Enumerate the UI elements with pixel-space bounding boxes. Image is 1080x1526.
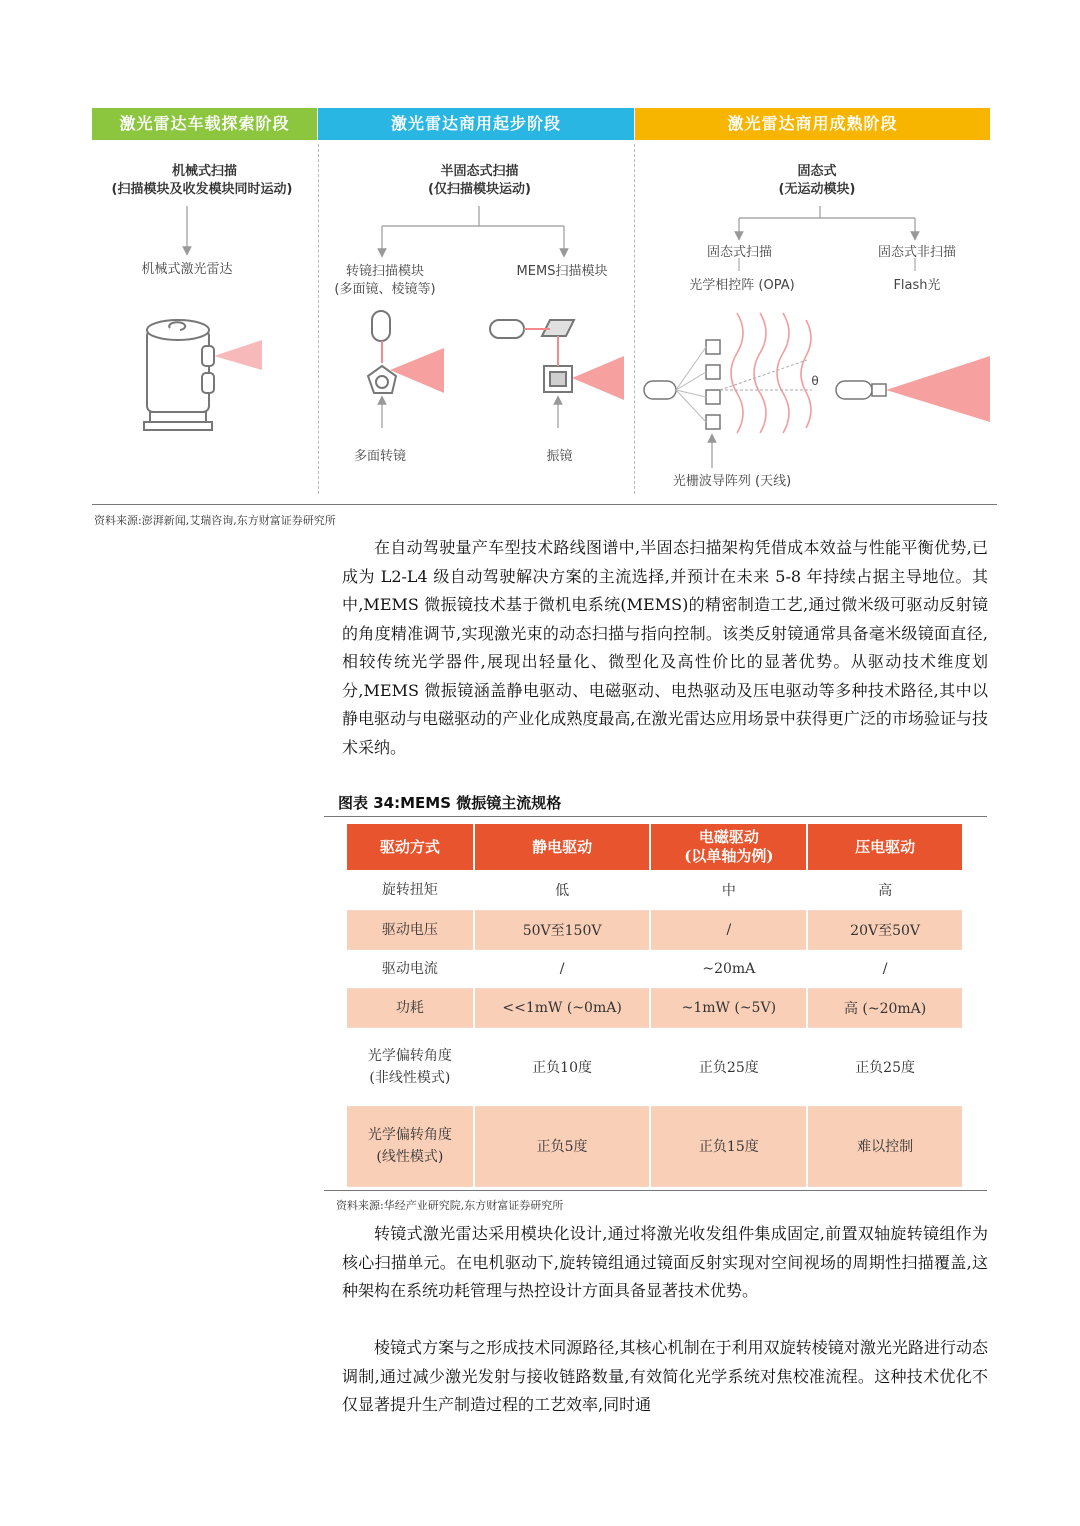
table-row-head: 旋转扭矩 [347,870,474,910]
table-row [347,1027,963,1106]
table-cell: ~20mA [650,949,807,988]
table-header-cell: 驱动方式 [347,824,474,870]
table-cell: 中 [650,870,807,910]
phase1-title: 机械式扫描 [171,164,237,179]
table-cell: ~1mW (~5V) [650,988,807,1027]
laser-beam-icon [572,356,624,400]
table-cell: <<1mW (~0mA) [474,988,651,1027]
table-cell: / [650,910,807,949]
table-source: 资料来源:华经产业研究院,东方财富证券研究所 [336,1199,564,1212]
table-cell: 难以控制 [807,1106,963,1186]
table-cell: 正负25度 [650,1027,807,1106]
wavefront-icon [731,313,811,433]
phase3-title: 固态式 [797,164,837,179]
phase-header-early-commercial: 激光雷达商用起步阶段 [318,108,634,140]
table-row-head: 驱动电压 [347,910,474,949]
body-paragraph-3: 棱镜式方案与之形成技术同源路径,其核心机制在于利用双旋转棱镜对激光光路进行动态调制,通过减少激光发射与接收链路数量,有效简化光学系统对焦校准流程。这种技术优化不仅显著提升生产制造过程的工艺效率,同时通 [342,1338,988,1414]
phase3-angle-label: θ [811,374,819,388]
table-header-cell: 电磁驱动 (以单轴为例) [650,824,807,870]
table-cell: 正负15度 [650,1106,807,1186]
phase3-right-child: 固态式非扫描 [877,245,956,260]
table-header-cell: 静电驱动 [474,824,651,870]
phase2-title: 半固态式扫描 [440,164,519,179]
laser-beam-icon [390,348,444,393]
laser-beam-icon [214,340,262,370]
flash-lidar-icon [836,381,886,399]
table-header-row [347,824,963,870]
figure-bottom-rule [92,504,997,505]
table-cell: 高 (~20mA) [807,988,963,1027]
phase-header-mature-commercial: 激光雷达商用成熟阶段 [635,108,990,140]
body-paragraph-2: 转镜式激光雷达采用模块化设计,通过将激光收发组件集成固定,前置双轴旋转镜组作为核心扫描单元。在电机驱动下,旋转镜组通过镜面反射实现对空间视场的周期性扫描覆盖,这种架构在系统功耗管理与热控设计方面具备显著技术优势。 [342,1224,988,1300]
table-row [347,910,963,949]
mechanical-lidar-icon [144,320,214,430]
table-row [347,949,963,988]
phase1-child: 机械式激光雷达 [141,262,233,277]
mems-mirror-icon [490,320,574,392]
mems-spec-table [347,824,964,1187]
table-row-head: 光学偏转角度 (线性模式) [347,1106,474,1186]
lidar-evolution-diagram [92,108,990,496]
phase2-left-bottom: 多面转镜 [353,449,406,464]
table-row-head: 驱动电流 [347,949,474,988]
table-bottom-rule [324,1190,987,1191]
table-row-head: 光学偏转角度 (非线性模式) [347,1027,474,1106]
figure-source: 资料来源:澎湃新闻,艾瑞咨询,东方财富证券研究所 [94,514,336,527]
phase1-subtitle: (扫描模块及收发模块同时运动) [111,182,293,197]
table-cell: 正负25度 [807,1027,963,1106]
phase2-subtitle: (仅扫描模块运动) [428,182,531,197]
table-row [347,870,963,910]
figure-caption: 图表 34:MEMS 微振镜主流规格 [338,794,562,812]
phase2-left-child: 转镜扫描模块 [345,264,424,279]
table-cell: 50V至150V [474,910,651,949]
diagram-graphics [92,108,990,496]
table-row [347,1106,963,1186]
phase3-subtitle: (无运动模块) [778,182,856,197]
phase3-left-child: 固态式扫描 [706,245,772,260]
phase2-left-child-sub: (多面镜、棱镜等) [334,282,436,297]
table-row-head: 功耗 [347,988,474,1027]
phase3-bottom: 光栅波导阵列 (天线) [672,474,792,489]
phase-header-exploration: 激光雷达车载探索阶段 [92,108,317,140]
phase2-right-child: MEMS扫描模块 [516,264,608,279]
table-header-cell: 压电驱动 [807,824,963,870]
table-cell: 正负10度 [474,1027,651,1106]
table-cell: 低 [474,870,651,910]
table-cell: / [807,949,963,988]
table-cell: 高 [807,870,963,910]
phase3-left-child-sub: 光学相控阵 (OPA) [689,278,795,293]
body-paragraph-1: 在自动驾驶量产车型技术路线图谱中,半固态扫描架构凭借成本效益与性能平衡优势,已成为 L2-L4 级自动驾驶解决方案的主流选择,并预计在未来 5-8 年持续占据主导地位。其中,MEMS 微振镜技术基于微机电系统(MEMS)的精密制造工艺,通过微米级可驱动反射镜的角度精准调节,实现激光束的动态扫描与指向控制。该类反射镜通常具备毫米级镜面直径,相较传统光学器件,展现出轻量化、微型化及高性价比的显著优势。从驱动技术维度划分,MEMS 微振镜涵盖静电驱动、电磁驱动、电热驱动及压电驱动等多种技术路径,其中以静电驱动与电磁驱动的产业化成熟度最高,在激光雷达应用场景中获得更广泛的市场验证与技术采纳。 [342,538,988,757]
table-cell: 20V至50V [807,910,963,949]
phase2-right-bottom: 振镜 [546,449,573,464]
phase3-right-child-sub: Flash光 [893,278,941,293]
table-cell: / [474,949,651,988]
table-cell: 正负5度 [474,1106,651,1186]
laser-beam-icon [886,356,990,422]
caption-rule [324,816,987,817]
opa-array-icon [644,340,720,429]
table-row [347,988,963,1027]
